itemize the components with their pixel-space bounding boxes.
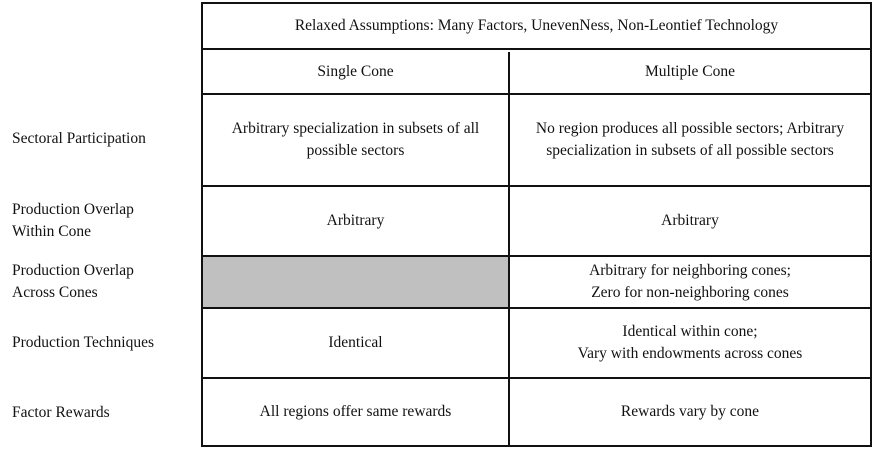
- cell-single-factor-rewards: All regions offer same rewards: [259, 403, 452, 420]
- table-title: Relaxed Assumptions: Many Factors, UnevenNess, Non-Leontief Technology: [294, 17, 779, 34]
- row-label-production-overlap-within-cone: Production Overlap Within Cone: [12, 201, 134, 240]
- cell-multiple-factor-rewards: Rewards vary by cone: [620, 403, 760, 420]
- cell-multiple-production-techniques: Identical within cone; Vary with endowments across cones: [577, 323, 803, 362]
- cell-multiple-overlap-across-cones: Arbitrary for neighboring cones; Zero for non-neighboring cones: [589, 262, 791, 301]
- column-header-multiple-cone: Multiple Cone: [645, 62, 735, 80]
- row-label-factor-rewards: Factor Rewards: [12, 404, 110, 421]
- cell-single-overlap-within-cone: Arbitrary: [326, 212, 385, 229]
- cell-single-production-techniques: Identical: [328, 334, 383, 351]
- cell-multiple-overlap-within-cone: Arbitrary: [661, 212, 719, 229]
- column-header-single-cone: Single Cone: [317, 62, 394, 80]
- cell-single-sectoral-participation: Arbitrary specialization in subsets of all possible sectors: [231, 120, 480, 159]
- cell-single-overlap-across-cones-shaded: [203, 257, 508, 307]
- row-label-production-techniques: Production Techniques: [12, 334, 154, 351]
- row-label-production-overlap-across-cones: Production Overlap Across Cones: [12, 262, 134, 301]
- comparison-table: [201, 2, 872, 447]
- row-label-sectoral-participation: Sectoral Participation: [12, 130, 146, 147]
- cell-multiple-sectoral-participation: No region produces all possible sectors; Arbitrary specialization in subsets of all possible sectors: [535, 120, 845, 159]
